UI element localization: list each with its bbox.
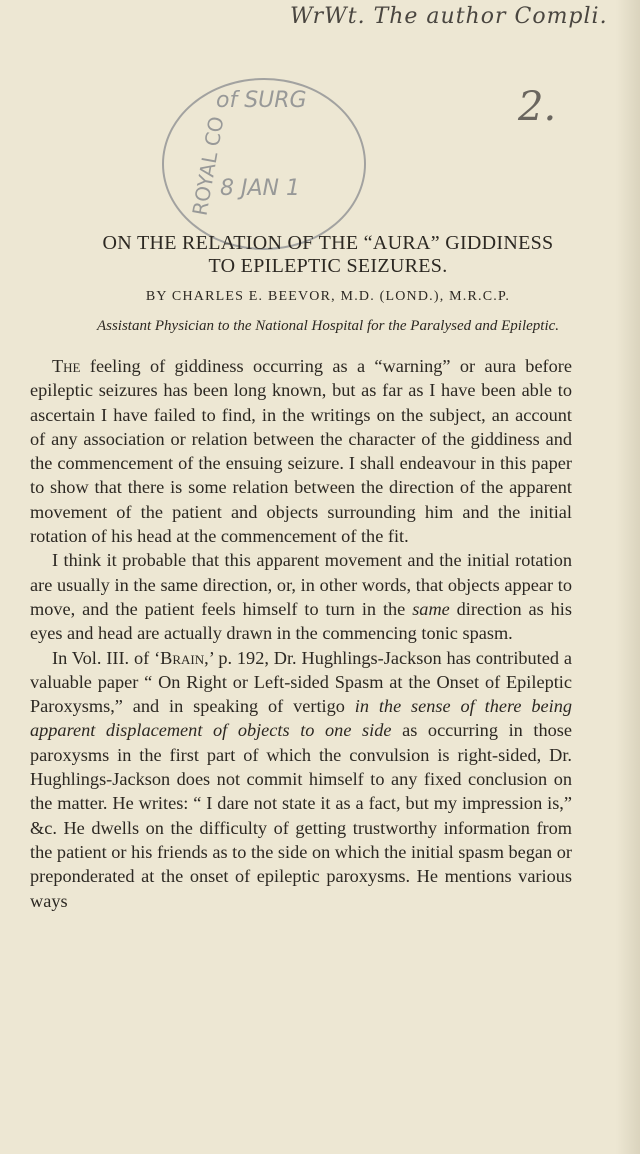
paragraph-1 — [30, 354, 572, 548]
article-body — [30, 354, 572, 913]
page-number: 2. — [518, 84, 557, 130]
handwritten-inscription: WrWt. The author Compli. — [290, 4, 608, 29]
author-affiliation: Assistant Physician to the National Hospital for the Paralysed and Epileptic. — [96, 318, 560, 334]
article-title — [28, 232, 628, 278]
page-edge-shadow — [616, 0, 640, 1154]
stamp-date-text: 8 JAN 1 — [220, 176, 300, 201]
author-byline: BY CHARLES E. BEEVOR, M.D. (LOND.), M.R.C.P. — [145, 289, 511, 304]
paragraph-2-text-a: I think it probable that this apparent movement and the initial rotation are usually in the same direction, or, in other words, that objects appear to move, and the patient feels himself to turn in the — [30, 550, 572, 619]
library-stamp — [162, 78, 366, 250]
title-line-1: ON THE RELATION OF THE “AURA” GIDDINESS — [102, 232, 554, 254]
title-line-2: TO EPILEPTIC SEIZURES. — [208, 255, 448, 277]
paragraph-1-opening-word: The — [52, 356, 81, 376]
journal-name: Brain — [160, 647, 205, 668]
stamp-side-text: ROYAL CO — [187, 114, 229, 218]
stamp-top-text: of SURG — [216, 88, 307, 113]
paragraph-3-text-a: In Vol. III. of ‘ — [52, 647, 161, 668]
paragraph-2-text-b: direction as his eyes and head are actually drawn in the commencing tonic spasm. — [30, 598, 572, 644]
paragraph-3-emphasis: in the sense of there being apparent displacement of objects to one side — [30, 696, 572, 741]
paragraph-2 — [30, 548, 572, 645]
paragraph-3 — [30, 646, 572, 913]
paragraph-2-emphasis: same — [412, 598, 450, 619]
paragraph-1-text: feeling of giddiness occurring as a “warning” or aura before epileptic seizures has been long known, but as far as I have been able to ascertain I have failed to find, in the writings on the subject, an account of any association or relation between the character of the giddiness and the commencement of the ensuing seizure. I shall endeavour in this paper to show that there is some relation between the direction of the apparent movement of the patient and objects surrounding him and the initial rotation of his head at the commencement of the fit. — [30, 356, 572, 547]
paragraph-3-text-b: ,’ p. 192, Dr. Hughlings-Jackson has contributed a valuable paper “ On Right or Left-sided Spasm at the Onset of Epileptic Paroxysms,” and in speaking of vertigo — [30, 647, 572, 717]
paragraph-3-text-c: as occurring in those paroxysms in the first part of which the convulsion is right-sided, Dr. Hughlings-Jackson does not commit himself to any fixed conclusion on the matter. He writes: “ I dare not state it as a fact, but my impression is,” &c. He dwells on the difficulty of getting trustworthy information from the patient or his friends as to the side on which the initial spasm began or preponderated at the onset of epileptic paroxysms. He mentions various ways — [30, 720, 572, 911]
